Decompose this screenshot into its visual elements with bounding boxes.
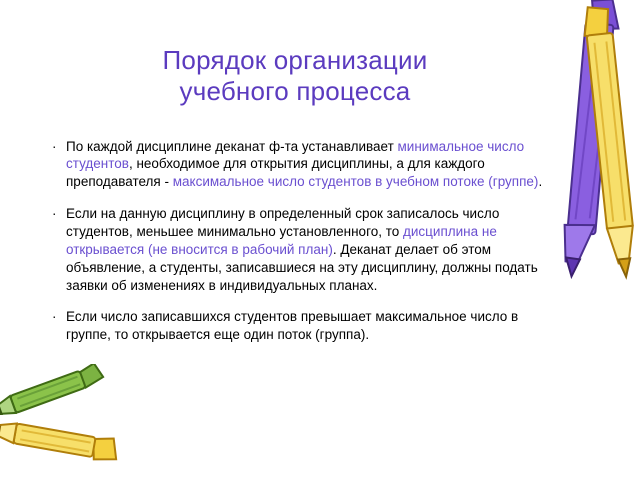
slide-body xyxy=(46,124,566,350)
slide-title-line-2: учебного процесса xyxy=(179,76,411,107)
bullet-text: . Деканат делает об этом объявление, а студенты, записавшиеся на эту дисциплину, должны подать заявки об изменениях в индивидуальных планах. xyxy=(66,241,538,293)
bullet-dot-icon: · xyxy=(52,205,57,221)
bullet-text: По каждой дисциплине деканат ф-та устанавливает xyxy=(66,138,398,154)
bullet-accent-text: дисциплина не открывается (не вносится в рабочий план) xyxy=(66,223,497,257)
bullet-dot-icon: · xyxy=(52,309,57,325)
bullet-dot-icon: · xyxy=(52,138,57,154)
bullet-item xyxy=(46,308,566,344)
bullet-item xyxy=(46,205,566,295)
slide-title xyxy=(60,45,530,106)
bullet-text: Если на данную дисциплину в определенный срок записалось число студентов, меньшее минимально установленного, то xyxy=(66,205,500,239)
bullet-text: . xyxy=(538,174,543,190)
bullet-item xyxy=(46,138,566,192)
bullet-text: Если число записавшихся студентов превышает максимальное число в группе, то открывается еще один поток (группа). xyxy=(66,309,519,343)
bullet-text: , необходимое для открытия дисциплины, а для каждого преподавателя - xyxy=(66,156,485,190)
bullet-accent-text: минимальное число студентов xyxy=(66,138,525,172)
slide-title-line-1: Порядок организации xyxy=(162,45,428,76)
crayon-yellow-green-icon xyxy=(0,364,144,484)
bullet-accent-text: максимальное число студентов в учебном потоке (группе) xyxy=(172,174,539,190)
